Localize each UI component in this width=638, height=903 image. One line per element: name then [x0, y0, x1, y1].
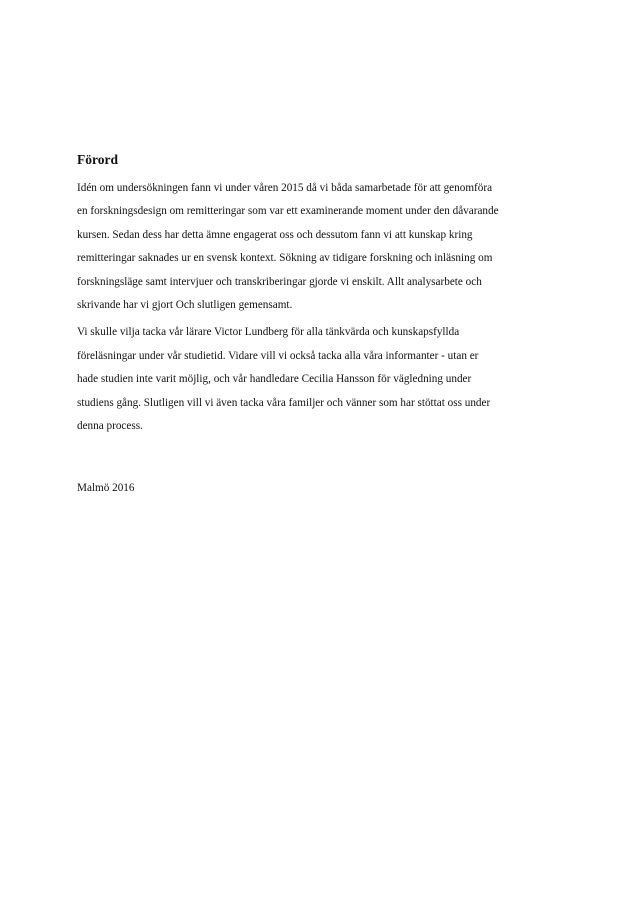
paragraph-line: Vi skulle vilja tacka vår lärare Victor Lundberg för alla tänkvärda och kunskapsfyllda [77, 326, 460, 339]
foreword-paragraph-1 [77, 177, 569, 317]
paragraph-line: föreläsningar under vår studietid. Vidare vill vi också tacka alla våra informanter - utan er [77, 349, 479, 362]
paragraph-line: remitteringar saknades ur en svensk kontext. Sökning av tidigare forskning och inläsning om [77, 252, 493, 265]
foreword-heading: Förord [77, 152, 118, 167]
paragraph-line: studiens gång. Slutligen vill vi även tacka våra familjer och vänner som har stöttat oss under [77, 396, 491, 409]
paragraph-line: hade studien inte varit möjlig, och vår handledare Cecilia Hansson för vägledning under [77, 373, 472, 386]
paragraph-line: denna process. [77, 420, 143, 433]
foreword-paragraph-2 [77, 321, 569, 438]
paragraph-line: Idén om undersökningen fann vi under våren 2015 då vi båda samarbetade för att genomföra [77, 182, 493, 194]
paragraph-line: forskningsläge samt intervjuer och transkriberingar gjorde vi enskilt. Allt analysarbete och [77, 275, 482, 288]
foreword-section [77, 148, 569, 442]
place-and-year: Malmö 2016 [77, 482, 135, 494]
paragraph-line: kursen. Sedan dess har detta ämne engagerat oss och dessutom fann vi att kunskap kring [77, 228, 473, 241]
paragraph-line: skrivande har vi gjort Och slutligen gemensamt. [77, 299, 293, 312]
paragraph-line: en forskningsdesign om remitteringar som var ett examinerande moment under den dåvarande [77, 205, 499, 218]
